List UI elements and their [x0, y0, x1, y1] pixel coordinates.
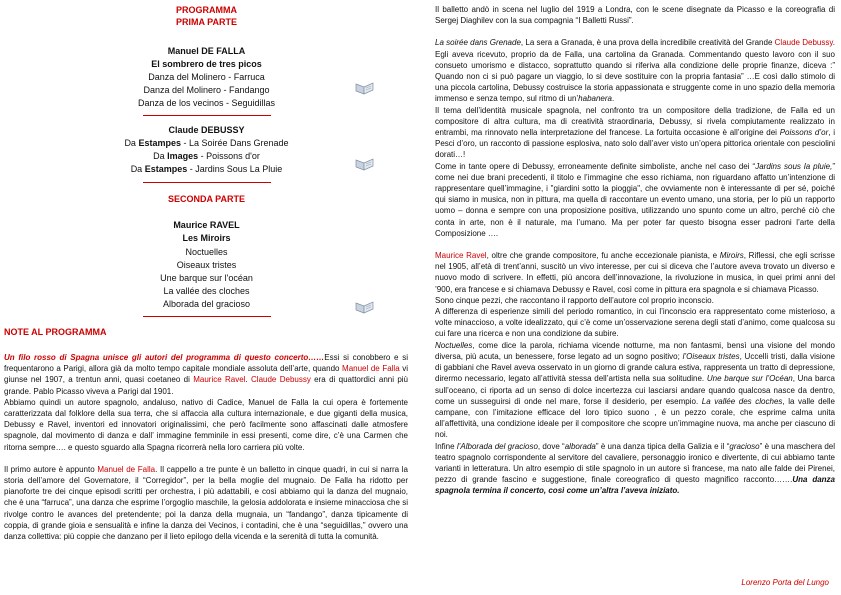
book-icon [354, 81, 376, 95]
ravel-item: Noctuelles [185, 247, 228, 257]
ravel-item: Oiseaux tristes [176, 260, 237, 270]
separator [143, 115, 271, 116]
ravel-item: La vallée des cloches [163, 286, 250, 296]
debussy-composer: Claude DEBUSSY [168, 125, 245, 135]
falla-item: Danza de los vecinos - Seguidillas [137, 98, 276, 108]
debussy-item: Da Estampes - Jardins Sous La Pluie [130, 164, 283, 174]
separator [143, 316, 271, 317]
right-paragraph: A differenza di esperienze simili del periodo romantico, in cui l’inconscio era rappresentato come misterioso, a volte minaccioso, a volte idealizzato, qui c’è come un’osservazione serena degli stati d’animo, come qualcosa su cui fare una ricerca e non una condizione da subire. [435, 307, 835, 339]
part1-title: PRIMA PARTE [175, 17, 237, 27]
book-icon [354, 157, 376, 171]
right-paragraph: La soirée dans Grenade, La sera a Granada, è una prova della incredibile creatività del Grande Claude Debussy. Egli aveva ricevuto, proprio da de Falla, una cartolina da Granada. Commentando questo lavoro con il suo consueto umorismo e distacco, soprattutto quando si riferiva alla condizione delle proprie finanze, diceva :” Quando non ci si può pagare un viaggio, lo si deve sostituire con la propria fantasia” …E così dallo stimolo di una piccola cartolina, Debussy costruisce la storia appassionata e struggente come in uno spazio della memoria immenso e senza tempo, sul ritmo di un’habanera. [435, 38, 836, 104]
ravel-item: Une barque sur l'océan [160, 273, 253, 283]
program-title: PROGRAMMA [176, 5, 237, 15]
falla-item: Danza del Molinero - Fandango [143, 85, 270, 95]
signature: Lorenzo Porta del Lungo [741, 578, 829, 587]
debussy-item: Da Images - Poissons d'or [153, 151, 260, 161]
book-icon [354, 300, 376, 314]
left-column [0, 0, 413, 595]
right-paragraph: Sono cinque pezzi, che raccontano il rapporto dell’autore col proprio inconscio. [435, 295, 714, 305]
ravel-work: Les Miroirs [182, 233, 231, 243]
debussy-item: Da Estampes - La Soirée Dans Grenade [124, 138, 289, 148]
notes-paragraph: Il primo autore è appunto Manuel de Falla. Il cappello a tre punte è un balletto in cinque quadri, in cui si narra la storia dell’amore del Governatore, il “Corregidor”, per la bella moglie del mugnaio. De Falla ha ridotto per pianoforte tre dei cinque episodi scritti per orchestra, i più adattabili, e così abbiamo qui la danza del mugnaio, che è una “farruca”, una danza che esprime l’orgoglio maschile, la gelosia addolorata e insieme minacciosa che si rivolge contro le avances del pretendente; poi la danza della mugnaia, un “fandango”, danza tipicamente di coppia, di grande gioia e sensualità e infine la danza dei Vecinos, i contadini, che è una “seguidillas,” ovvero una danza collettiva: più coppie che danzano per il lieto epilogo della vicenda e la serenità di tutta la comunità. [4, 464, 409, 542]
ravel-item: Alborada del gracioso [162, 299, 251, 309]
ravel-composer: Maurice RAVEL [173, 220, 240, 230]
right-paragraph: Noctuelles, come dice la parola, richiama vicende notturne, ma non fantasmi, bensì una visione del mondo diversa, più acuta, un benessere, forse legato ad un sogno positivo; l’Oiseaux tristes, Uccelli tristi, dalla visione di gabbiani che Ravel aveva osservato in un giorno di grande calura estiva, rappresenta un tratto di depressione, dirermo necessario, legato all’attività stessa dell’artista nella sua solitudine. Une barque sur l’Océan, Una barca sull’oceano, ci riporta ad un senso di dolce incertezza cui lasciarsi andare quando qualcosa nasce da dentro, come un susseguirsi di onde nel mare, forse il desiderio, per esempio. La vallée des cloches, la valle delle campane, con l’imitazione efficace del loro tipico suono , è un pezzo corale, che esprime calma unita all’affettività, una condizione ideale per il compositore che scopre un’immagine nuova, ma anche per ciascuno di noi. [435, 340, 835, 440]
notes-paragraph: Un filo rosso di Spagna unisce gli autori del programma di questo concerto……Essi si conobbero e si frequentarono a Parigi, allora già da molto tempo capitale mondiale assoluta dell’arte, quando Manuel de Falla vi giunse nel 1907, a trentun anni, quasi coetaneo di Maurice Ravel. Claude Debussy era di quattordici anni più grande. Pablo Picasso viveva a Parigi dal 1901. [4, 353, 409, 396]
falla-item: Danza del Molinero - Farruca [148, 72, 265, 82]
right-paragraph: Maurice Ravel, oltre che grande compositore, fu anche eccezionale pianista, e Miroirs, Riflessi, che egli scrisse nel 1905, all’età di trent’anni, suscitò un vivo interesse, per cui si diceva che l’autore aveva trovato un diverso e nuovo modo di scrivere. In effetti, più ancora dell’innovazione, la rivoluzione in musica, in quei primi anni del ’900, era francese e si chiamava Debussy e Ravel, così come in pittura era spagnola e si chiamava Picasso. [435, 251, 835, 294]
right-paragraph: Come in tante opere di Debussy, erroneamente definite simboliste, anche nel caso dei “Jardins sous la pluie,” come nei due brani precedenti, il titolo e l’immagine che esso richiama, non riguardano affatto un’intenzione di rappresentare quell’immagine, i "giardini sotto la pioggia", che ovviamente non è interessante di per sé, poiché qui siamo in musica, non in pittura, ma quella di raccontare un evento umano, una storia, per lo più un rapporto uomo – donna e sempre con una proposizione positiva, utilizzando uno spunto come un altro, perché ciò che conta in arte, non è il naturale, ma l’umano. Ma per poter far questo bisogna esser padroni l’arte della Composizione …. [435, 161, 835, 238]
right-paragraph: Infine l’Alborada del gracioso, dove “alborada” è una danza tipica della Galizia e il “gracioso” è una maschera del teatro spagnolo corrispondente al servitore del cavaliere, personaggio ironico e divertente, di cui abbiamo tante varianti in letteratura. Un altro esempio di stile spagnolo in un autore sì francese, ma nato alle falde dei Pirenei, pezzo di grande fascino e suggestione, finale coreografico di questo magnifico racconto…….Una danza spagnola termina il concerto, così come un’altra l’aveva iniziato. [435, 441, 836, 496]
notes-heading: NOTE AL PROGRAMMA [4, 327, 107, 337]
notes-body [4, 352, 408, 542]
part2-title: SECONDA PARTE [167, 194, 245, 204]
separator [143, 182, 271, 183]
falla-work: El sombrero de tres picos [151, 59, 262, 69]
right-paragraph: Il tema dell’identità musicale spagnola, nel confronto tra un compositore della tradizione, de Falla ed un compositore di altra cultura, ma di creatività straordinaria, Debussy, si rivela compiutamente realizzato in entrambi, ma rinnovato nella interpretazione del francese. La fortuita occasione è all’origine dei Poissons d’or, i Pesci d’oro, un racconto di passione esplosiva, nato solo dall’aver visto un’opera pittorica orientale con pesciolini dorati…! [435, 105, 835, 160]
right-column [435, 4, 835, 497]
notes-paragraph: Abbiamo quindi un autore spagnolo, andaluso, nativo di Cadice, Manuel de Falla la cui opera è fortemente caratterizzata dal folklore della sua terra, che si affaccia alla cultura internazionale, e due giganti della musica, Debussy e Ravel, inventori ed innovatori originalissimi, che però facilmente sono affascinati dalle atmosfere spagnole, dal movimento di danza e dall’ immagine femminile in essi presenti, come dire, c’è una Carmen che ritorna sempre…. e questo sguardo alla Spagna ricorrerà nella loro carriera più volte. [4, 397, 408, 452]
right-paragraph: Il balletto andò in scena nel luglio del 1919 a Londra, con le scene disegnate da Picasso e la coreografia di Sergej Diaghilev con la sua compagnia “I Balletti Russi”. [435, 5, 835, 26]
falla-composer: Manuel DE FALLA [167, 46, 246, 56]
